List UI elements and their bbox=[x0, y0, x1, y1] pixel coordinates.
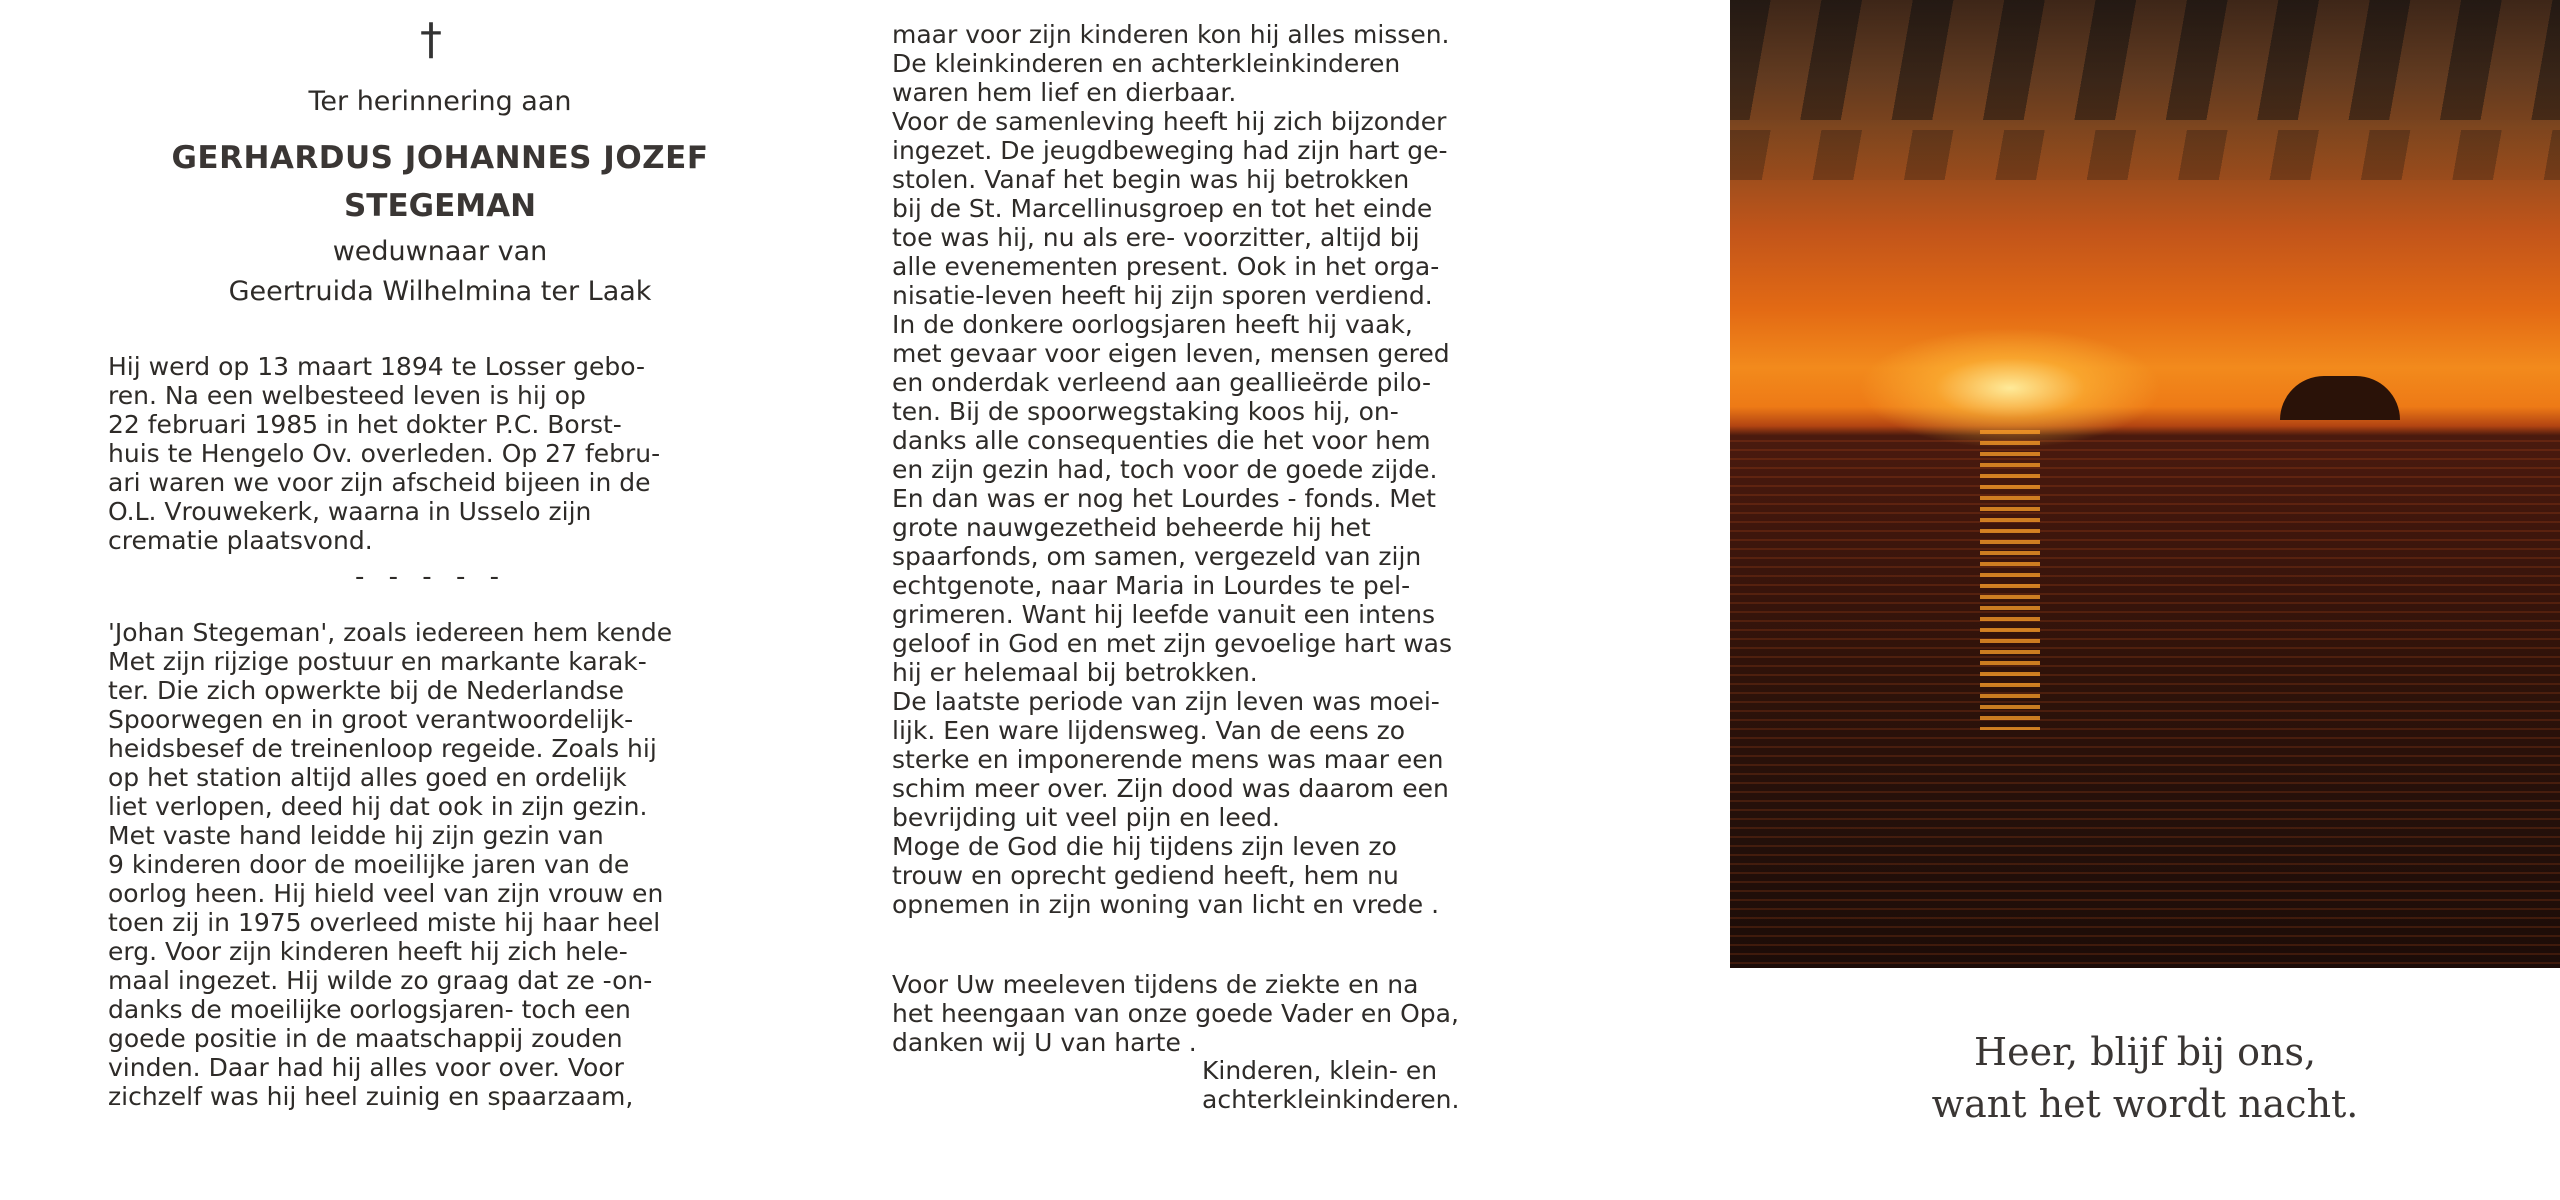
cloud-layer bbox=[1730, 0, 2560, 120]
biography-paragraph-3: maar voor zijn kinderen kon hij alles missen. De kleinkinderen en achterkleinkinderen waren hem lief en dierbaar. Voor de samenleving heeft hij zich bijzonder ingezet. De jeugdbeweging had zijn hart ge- stolen. Vanaf het begin was hij betrokken bij de St. Marcellinusgroep en tot het einde toe was hij, nu als ere- voorzitter, altijd bij alle evenementen present. Ook in het orga- nisatie-leven heeft hij zijn sporen verdiend. In de donkere oorlogsjaren heeft hij vaak, met gevaar voor eigen leven, mensen gered en onderdak verleend aan geallieërde pilo- ten. Bij de spoorwegstaking koos hij, on- danks alle consequenties die het voor hem en zijn gezin had, toch voor de goede zijde. En dan was er nog het Lourdes - fonds. Met grote nauwgezetheid beheerde hij het spaarfonds, om samen, vergezeld van zijn echtgenote, naar Maria in Lourdes te pel- grimeren. Want hij leefde vanuit een intens geloof in God en met zijn gevoelige hart was hij er helemaal bij betrokken. De laatste periode van zijn leven was moei- lijk. Een ware lijdensweg. Van de eens zo sterke en imponerende mens was maar een schim meer over. Zijn dood was daarom een bevrijding uit veel pijn en leed. Moge de God die hij tijdens zijn leven zo trouw en oprecht gediend heeft, hem nu opnemen in zijn woning van licht en vrede . bbox=[892, 20, 1453, 919]
signature: Kinderen, klein- en achterkleinkinderen. bbox=[1202, 1056, 1460, 1114]
sun-reflection bbox=[1980, 430, 2040, 730]
island-silhouette bbox=[2280, 376, 2400, 420]
intro-text: Ter herinnering aan bbox=[308, 86, 572, 117]
sunset-photo bbox=[1730, 0, 2560, 968]
sea-ripples bbox=[1730, 440, 2560, 968]
cross-icon: † bbox=[420, 14, 442, 65]
biography-paragraph-1: Hij werd op 13 maart 1894 te Losser gebo- ren. Na een welbesteed leven is hij op 22 februari 1985 in het dokter P.C. Borst- huis te Hengelo Ov. overleden. Op 27 febru- ari waren we voor zijn afscheid bijeen in de O.L. Vrouwekerk, waarna in Usselo zijn crematie plaatsvond. bbox=[108, 352, 661, 555]
cloud-layer-low bbox=[1730, 130, 2560, 180]
biography-paragraph-2: 'Johan Stegeman', zoals iedereen hem kende Met zijn rijzige postuur en markante karak- ter. Die zich opwerkte bij de Nederlandse Spoorwegen en in groot verantwoordelijk- heidsbesef de treinenloop regeide. Zoals hij op het station altijd alles goed en ordelijk liet verlopen, deed hij dat ook in zijn gezin. Met vaste hand leidde hij zijn gezin van 9 kinderen door de moeilijke jaren van de oorlog heen. Hij hield veel van zijn vrouw en toen zij in 1975 overleed miste hij haar heel erg. Voor zijn kinderen heeft hij zich hele- maal ingezet. Hij wilde zo graag dat ze -on- danks de moeilijke oorlogsjaren- toch een goede positie in de maatschappij zouden vinden. Daar had hij alles voor over. Voor zichzelf was hij heel zuinig en spaarzaam, bbox=[108, 618, 673, 1111]
spouse-name: Geertruida Wilhelmina ter Laak bbox=[228, 276, 652, 307]
caption-line-2: want het wordt nacht. bbox=[1931, 1082, 2359, 1126]
deceased-name-line1: GERHARDUS JOHANNES JOZEF bbox=[171, 140, 709, 176]
separator: - - - - - bbox=[355, 562, 507, 592]
deceased-name-line2: STEGEMAN bbox=[343, 188, 537, 224]
thanks-paragraph: Voor Uw meeleven tijdens de ziekte en na het heengaan van onze goede Vader en Opa, danken wij U van harte . bbox=[892, 970, 1459, 1057]
relation-text: weduwnaar van bbox=[332, 236, 548, 267]
caption-line-1: Heer, blijf bij ons, bbox=[1973, 1030, 2317, 1074]
